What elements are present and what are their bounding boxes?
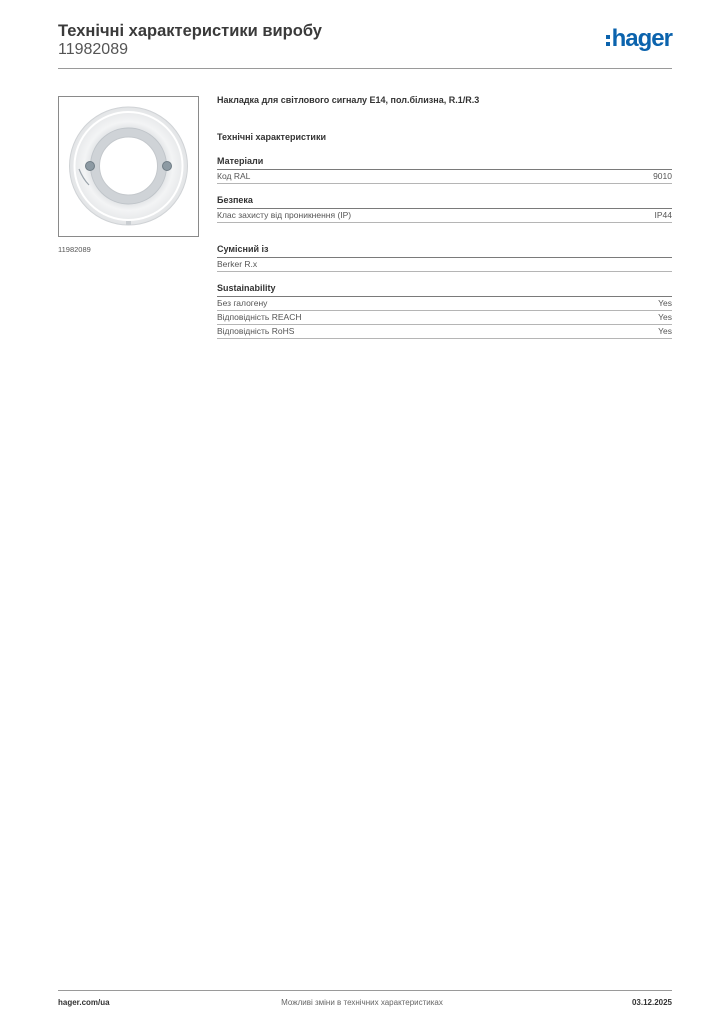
- logo-dots-icon: [606, 35, 610, 46]
- product-code-title: 11982089: [58, 41, 128, 58]
- footer-note: Можливі зміни в технічних характеристиках: [281, 998, 443, 1007]
- spec-label: Berker R.x: [217, 259, 258, 269]
- footer-website-link[interactable]: hager.com/ua: [58, 998, 110, 1007]
- cover-plate-icon: [59, 97, 198, 236]
- spec-value: Yes: [658, 326, 672, 336]
- spec-row: [217, 258, 672, 272]
- page-header: [58, 20, 672, 70]
- spec-content: [217, 93, 672, 349]
- spec-group-materials: [217, 155, 672, 184]
- footer-date: 03.12.2025: [631, 998, 672, 1007]
- specs-section-title: Технічні характеристики: [217, 132, 326, 142]
- spec-value: 9010: [653, 171, 672, 181]
- spec-value: Yes: [658, 298, 672, 308]
- header-divider: [58, 68, 672, 69]
- spec-row: [217, 170, 672, 184]
- logo-text: hager: [611, 25, 672, 52]
- spec-row: [217, 209, 672, 223]
- spec-group-title: Безпека: [217, 194, 672, 209]
- spec-group-compatible: [217, 243, 672, 272]
- spec-row: [217, 325, 672, 339]
- spec-label: Відповідність RoHS: [217, 326, 295, 336]
- product-image-caption: 11982089: [58, 245, 91, 254]
- spec-group-title: Sustainability: [217, 282, 672, 297]
- product-name: Накладка для світлового сигналу E14, пол.білизна, R.1/R.3: [217, 95, 480, 105]
- spec-label: Відповідність REACH: [217, 312, 302, 322]
- spec-label: Код RAL: [217, 171, 251, 181]
- spec-row: [217, 297, 672, 311]
- spec-label: Без галогену: [217, 298, 268, 308]
- page-title: Технічні характеристики виробу: [58, 22, 322, 40]
- spec-group-sustainability: [217, 282, 672, 339]
- product-image: [58, 96, 199, 237]
- spec-value: IP44: [654, 210, 672, 220]
- spec-row: [217, 311, 672, 325]
- hager-logo[interactable]: [606, 26, 672, 52]
- spec-value: Yes: [658, 312, 672, 322]
- spec-label: Клас захисту від проникнення (IP): [217, 210, 352, 220]
- footer-divider: [58, 990, 672, 991]
- spec-group-safety: [217, 194, 672, 223]
- spec-group-title: Матеріали: [217, 155, 672, 170]
- spec-group-title: Сумісний із: [217, 243, 672, 258]
